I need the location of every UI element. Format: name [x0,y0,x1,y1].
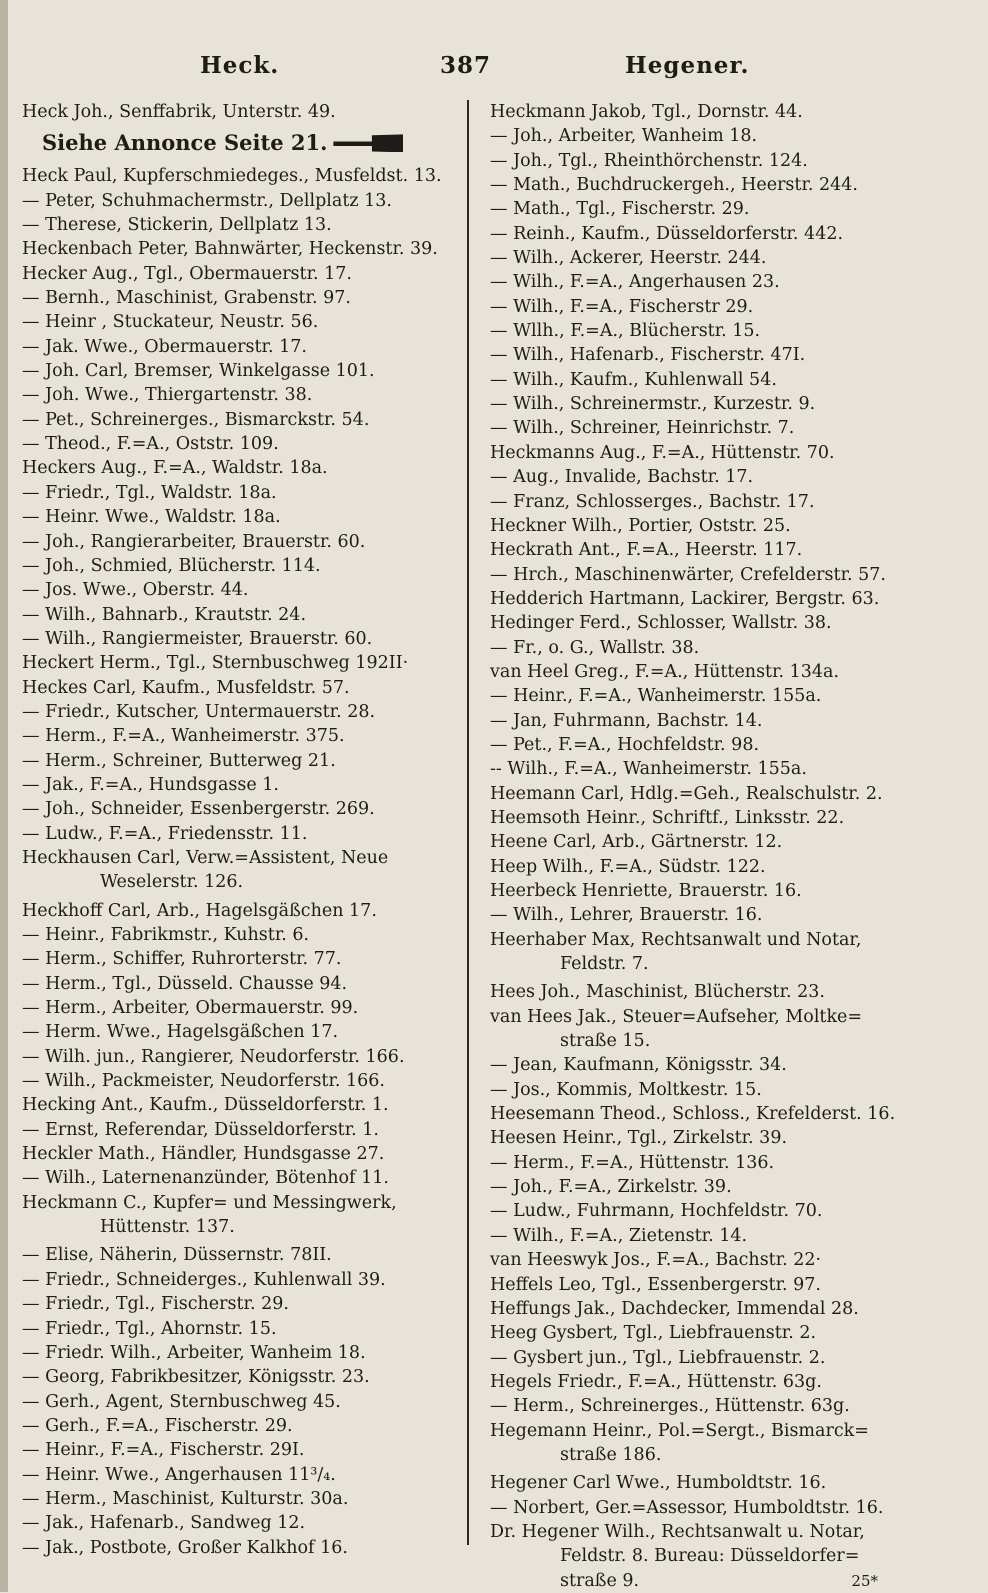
entry: — Wllh., F.=A., Blücherstr. 15. [490,321,761,342]
entry: — Joh. Carl, Bremser, Winkelgasse 101. [22,361,375,382]
entry-continuation: Feldstr. 8. Bureau: Düsseldorfer= [560,1546,860,1567]
entry: — Gysbert jun., Tgl., Liebfrauenstr. 2. [490,1347,826,1368]
entry: — Wilh. jun., Rangierer, Neudorferstr. 166. [22,1046,405,1067]
entry: — Ernst, Referendar, Düsseldorferstr. 1. [22,1119,379,1140]
entry-continuation: Feldstr. 7. [560,954,649,975]
entry: Heckenbach Peter, Bahnwärter, Heckenstr. 39. [22,239,438,260]
entry: — Therese, Stickerin, Dellplatz 13. [22,215,332,236]
advert-notice [22,126,460,160]
entry-continuation: straße 186. [560,1444,662,1465]
running-header [0,52,988,88]
entry: — Gerh., Agent, Sternbuschweg 45. [22,1391,341,1412]
entry: van Hees Jak., Steuer=Aufseher, Moltke= [490,1006,863,1027]
entry: Hecking Ant., Kaufm., Düsseldorferstr. 1. [22,1095,389,1116]
entry: — Jak., Hafenarb., Sandweg 12. [22,1513,306,1534]
entry: — Herm., Schreiner, Butterweg 21. [22,750,336,771]
entry: Hees Joh., Maschinist, Blücherstr. 23. [490,982,825,1003]
entry: Heffungs Jak., Dachdecker, Immendal 28. [490,1298,859,1319]
binding-edge [0,0,8,1592]
entry: — Wilh., Hafenarb., Fischerstr. 47I. [490,345,806,366]
entry: — Wilh., Schreinermstr., Kurzestr. 9. [490,394,816,415]
entry: — Friedr., Kutscher, Untermauerstr. 28. [22,701,376,722]
entry: Heesemann Theod., Schloss., Krefelderst. 16. [490,1104,896,1125]
entry: — Friedr., Schneiderges., Kuhlenwall 39. [22,1269,386,1290]
entry: Hecker Aug., Tgl., Obermauerstr. 17. [22,263,352,284]
entry: — Heinr. Wwe., Waldstr. 18a. [22,507,281,528]
entry: — Reinh., Kaufm., Düsseldorferstr. 442. [490,223,844,244]
entry: — Herm., F.=A., Wanheimerstr. 375. [22,726,345,747]
entry: — Joh., Tgl., Rheinthörchenstr. 124. [490,150,808,171]
right-column [490,100,930,1593]
signature-mark: 25* [851,1572,878,1590]
entry: van Heeswyk Jos., F.=A., Bachstr. 22· [490,1250,822,1271]
entry: — Math., Tgl., Fischerstr. 29. [490,199,750,220]
entry: Heckers Aug., F.=A., Waldstr. 18a. [22,458,328,479]
entry: Heffels Leo, Tgl., Essenbergerstr. 97. [490,1274,821,1295]
entry: — Wilh., Packmeister, Neudorferstr. 166. [22,1071,385,1092]
entry: Heep Wilh., F.=A., Südstr. 122. [490,856,766,877]
entry: — Jak. Wwe., Obermauerstr. 17. [22,336,307,357]
entry: — Heinr., F.=A., Wanheimerstr. 155a. [490,686,822,707]
entry: Hegener Carl Wwe., Humboldtstr. 16. [490,1473,827,1494]
entry: Heemsoth Heinr., Schriftf., Linksstr. 22. [490,807,845,828]
entry: Hegemann Heinr., Pol.=Sergt., Bismarck= [490,1420,869,1441]
entry: Heckhausen Carl, Verw.=Assistent, Neue [22,847,389,868]
entry: van Heel Greg., F.=A., Hüttenstr. 134a. [490,661,840,682]
header-right-keyword: Hegener. [625,52,750,79]
entry: Hedderich Hartmann, Lackirer, Bergstr. 63. [490,588,880,609]
entry: — Fr., o. G., Wallstr. 38. [490,637,700,658]
entry-continuation: straße 15. [560,1031,651,1052]
entry: — Theod., F.=A., Oststr. 109. [22,434,279,455]
entry: — Franz, Schlosserges., Bachstr. 17. [490,491,815,512]
entry: — Gerh., F.=A., Fischerstr. 29. [22,1415,293,1436]
entry: Heckrath Ant., F.=A., Heerstr. 117. [490,540,803,561]
entry: Heckhoff Carl, Arb., Hagelsgäßchen 17. [22,900,377,921]
entry: — Wilh., Kaufm., Kuhlenwall 54. [490,369,777,390]
entry: — Joh., Arbeiter, Wanheim 18. [490,126,758,147]
advert-text: Siehe Annonce Seite 21. [42,130,328,156]
entry: Heckert Herm., Tgl., Sternbuschweg 192II· [22,653,409,674]
entry: — Jak., F.=A., Hundsgasse 1. [22,774,279,795]
entry: — Wilh., Rangiermeister, Brauerstr. 60. [22,628,373,649]
entry: — Jos., Kommis, Moltkestr. 15. [490,1079,762,1100]
entry: -- Wilh., F.=A., Wanheimerstr. 155a. [490,759,807,780]
entry: — Elise, Näherin, Düssernstr. 78II. [22,1245,332,1266]
entry: Heerhaber Max, Rechtsanwalt und Notar, [490,929,862,950]
entry: — Wilh., Laternenanzünder, Bötenhof 11. [22,1168,389,1189]
entry: — Wilh., F.=A., Angerhausen 23. [490,272,780,293]
entry: — Peter, Schuhmachermstr., Dellplatz 13. [22,190,392,211]
entry: — Aug., Invalide, Bachstr. 17. [490,467,754,488]
entry: — Wilh., Schreiner, Heinrichstr. 7. [490,418,795,439]
entry: Heckmann Jakob, Tgl., Dornstr. 44. [490,102,803,122]
entry: Heckes Carl, Kaufm., Musfeldstr. 57. [22,677,350,698]
entry: Heemann Carl, Hdlg.=Geh., Realschulstr. 2. [490,783,883,804]
header-left-keyword: Heck. [200,52,280,79]
entry: — Wilh., F.=A., Fischerstr 29. [490,296,754,317]
entry: — Herm. Wwe., Hagelsgäßchen 17. [22,1022,339,1043]
entry: Heeg Gysbert, Tgl., Liebfrauenstr. 2. [490,1323,817,1344]
entry: — Joh., Rangierarbeiter, Brauerstr. 60. [22,531,366,552]
entry: — Jak., Postbote, Großer Kalkhof 16. [22,1537,348,1558]
entry: — Hrch., Maschinenwärter, Crefelderstr. 57. [490,564,886,585]
entry: — Wilh., Ackerer, Heerstr. 244. [490,248,767,269]
entry: — Joh., F.=A., Zirkelstr. 39. [490,1177,732,1198]
entry: — Herm., Schreinerges., Hüttenstr. 63g. [490,1396,850,1417]
entry: Heerbeck Henriette, Brauerstr. 16. [490,881,802,901]
entry: — Heinr., F.=A., Fischerstr. 29I. [22,1440,305,1461]
entry: — Friedr., Tgl., Waldstr. 18a. [22,482,277,503]
entry-continuation: Hüttenstr. 137. [100,1217,235,1238]
entry: Heckner Wilh., Portier, Oststr. 25. [490,515,791,536]
entry: Heckmann C., Kupfer= und Messingwerk, [22,1192,397,1213]
entry: — Joh., Schneider, Essenbergerstr. 269. [22,799,375,820]
entry: — Herm., Tgl., Düsseld. Chausse 94. [22,973,348,994]
entry: — Wilh., Bahnarb., Krautstr. 24. [22,604,307,625]
entry: — Ludw., F.=A., Friedensstr. 11. [22,823,308,844]
entry-continuation: Weselerstr. 126. [100,872,244,893]
entry: — Wilh., F.=A., Zietenstr. 14. [490,1225,748,1246]
entry: Heesen Heinr., Tgl., Zirkelstr. 39. [490,1128,788,1149]
entry: — Heinr , Stuckateur, Neustr. 56. [22,312,319,333]
entry: — Herm., Maschinist, Kulturstr. 30a. [22,1488,349,1509]
entry: — Joh., Schmied, Blücherstr. 114. [22,555,321,576]
entry: — Jos. Wwe., Oberstr. 44. [22,580,249,601]
entry: Hedinger Ferd., Schlosser, Wallstr. 38. [490,613,832,634]
left-column [22,100,460,1560]
page-number: 387 [440,52,492,79]
entry: — Pet., Schreinerges., Bismarckstr. 54. [22,409,370,430]
entry: — Pet., F.=A., Hochfeldstr. 98. [490,734,760,755]
entry: — Jean, Kaufmann, Königsstr. 34. [490,1055,787,1076]
entry: — Heinr., Fabrikmstr., Kuhstr. 6. [22,925,310,945]
entry: — Bernh., Maschinist, Grabenstr. 97. [22,288,351,309]
entry: Hegels Friedr., F.=A., Hüttenstr. 63g. [490,1371,822,1392]
entry: — Friedr. Wilh., Arbeiter, Wanheim 18. [22,1342,366,1363]
entry: Dr. Hegener Wilh., Rechtsanwalt u. Notar, [490,1521,865,1542]
entry: — Math., Buchdruckergeh., Heerstr. 244. [490,175,858,196]
entry: Heck Joh., Senffabrik, Unterstr. 49. [22,102,336,122]
entry: Heckmanns Aug., F.=A., Hüttenstr. 70. [490,442,835,463]
entry: — Wilh., Lehrer, Brauerstr. 16. [490,905,763,926]
entry: — Herm., Schiffer, Ruhrorterstr. 77. [22,949,342,970]
entry: — Norbert, Ger.=Assessor, Humboldtstr. 16. [490,1497,884,1518]
entry: Heckler Math., Händler, Hundsgasse 27. [22,1144,385,1165]
entry: — Herm., F.=A., Hüttenstr. 136. [490,1152,775,1173]
entry-continuation: straße 9. [560,1570,640,1591]
entry: — Herm., Arbeiter, Obermauerstr. 99. [22,998,359,1019]
entry: — Friedr., Tgl., Ahornstr. 15. [22,1318,277,1339]
entry: — Jan, Fuhrmann, Bachstr. 14. [490,710,763,731]
column-divider [467,100,469,1545]
entry: Heene Carl, Arb., Gärtnerstr. 12. [490,832,783,853]
entry: Heck Paul, Kupferschmiedeges., Musfeldst. 13. [22,166,442,187]
entry: — Georg, Fabrikbesitzer, Königsstr. 23. [22,1367,370,1388]
entry: — Joh. Wwe., Thiergartenstr. 38. [22,385,313,406]
pointing-hand-icon [333,134,403,152]
entry: — Ludw., Fuhrmann, Hochfeldstr. 70. [490,1201,823,1222]
entry: — Friedr., Tgl., Fischerstr. 29. [22,1294,289,1315]
entry: — Heinr. Wwe., Angerhausen 11³/₄. [22,1464,336,1485]
